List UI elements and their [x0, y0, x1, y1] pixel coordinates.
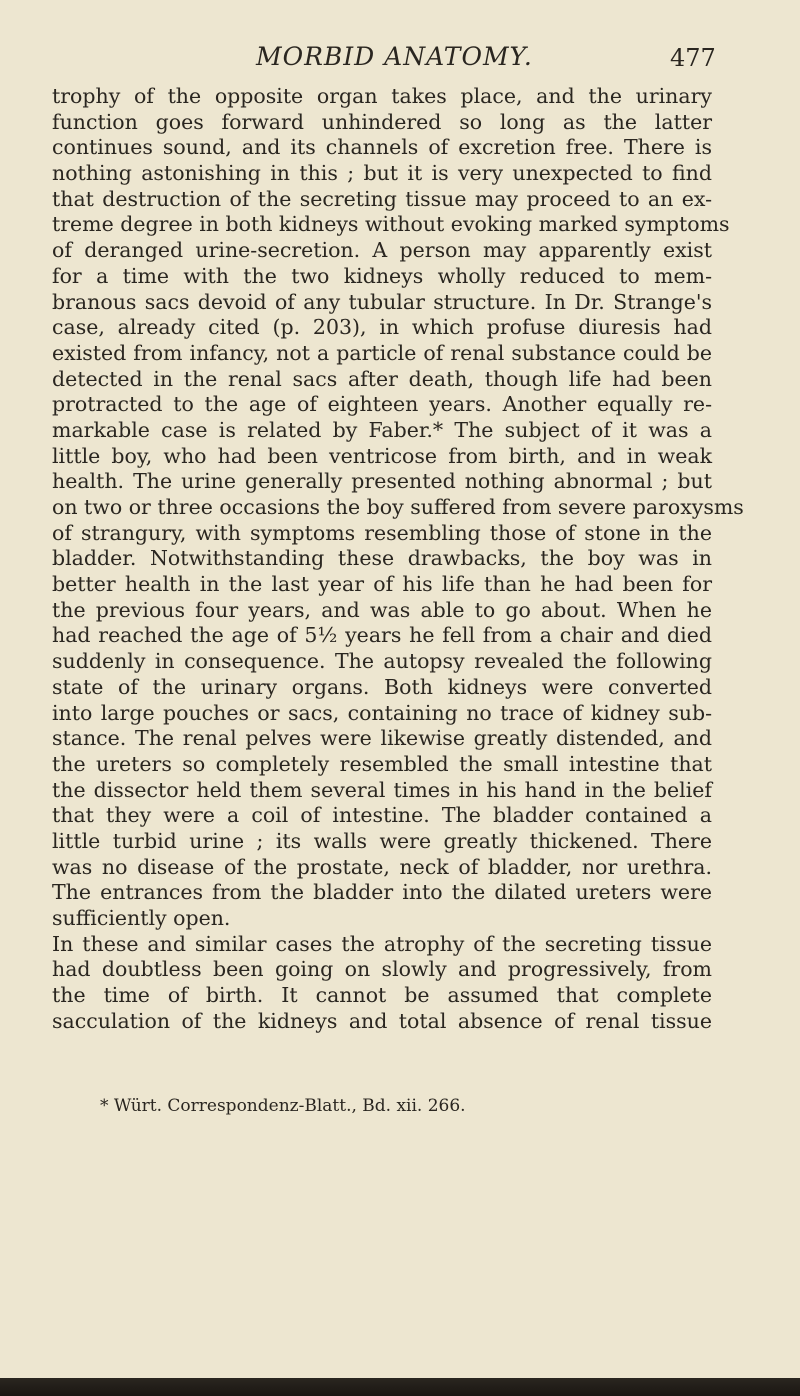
text-line: of strangury, with symptoms resembling those of stone in the — [52, 520, 712, 545]
text-line: the dissector held them several times in his hand in the belief — [52, 777, 712, 802]
text-line: on two or three occasions the boy suffered from severe paroxysms — [52, 495, 744, 519]
text-line: that destruction of the secreting tissue may proceed to an ex- — [52, 186, 712, 211]
text-line: sacculation of the kidneys and total absence of renal tissue — [52, 1008, 712, 1033]
text-line: little boy, who had been ventricose from birth, and in weak — [52, 443, 712, 468]
body-text — [52, 84, 744, 1034]
text-line: In these and similar cases the atrophy of the secreting tissue — [52, 931, 712, 956]
text-line: sufficiently open. — [52, 906, 231, 930]
text-line: treme degree in both kidneys without evoking marked symptoms — [52, 212, 730, 237]
text-line: markable case is related by Faber.* The subject of it was a — [52, 417, 712, 442]
page-number: 477 — [670, 44, 716, 72]
text-line: that they were a coil of intestine. The bladder contained a — [52, 803, 712, 828]
text-line: case, already cited (p. 203), in which profuse diuresis had — [52, 315, 712, 340]
text-line: the ureters so completely resembled the small intestine that — [52, 751, 712, 776]
text-line: suddenly in consequence. The autopsy revealed the following — [52, 649, 712, 674]
text-line: function goes forward unhindered so long as the latter — [52, 109, 712, 134]
text-line: into large pouches or sacs, containing no trace of kidney sub- — [52, 700, 712, 725]
text-line: health. The urine generally presented nothing abnormal ; but — [52, 469, 712, 494]
footnote: * Würt. Correspondenz-Blatt., Bd. xii. 266. — [100, 1096, 466, 1116]
text-line: better health in the last year of his life than he had been for — [52, 572, 712, 597]
text-line: the previous four years, and was able to go about. When he — [52, 597, 712, 622]
text-line: detected in the renal sacs after death, though life had been — [52, 366, 712, 391]
text-line: state of the urinary organs. Both kidneys were converted — [52, 674, 712, 699]
text-line: stance. The renal pelves were likewise greatly distended, and — [52, 726, 712, 751]
text-line: was no disease of the prostate, neck of bladder, nor urethra. — [52, 854, 712, 879]
text-line: The entrances from the bladder into the dilated ureters were — [52, 880, 712, 905]
text-line: of deranged urine-secretion. A person may apparently exist — [52, 238, 712, 263]
text-line: little turbid urine ; its walls were greatly thickened. There — [52, 828, 712, 853]
text-line: branous sacs devoid of any tubular structure. In Dr. Strange's — [52, 289, 712, 314]
text-line: bladder. Notwithstanding these drawbacks, the boy was in — [52, 546, 712, 571]
text-line: existed from infancy, not a particle of renal substance could be — [52, 340, 712, 365]
text-line: nothing astonishing in this ; but it is very unexpected to find — [52, 161, 712, 186]
text-line: protracted to the age of eighteen years. Another equally re- — [52, 392, 712, 417]
text-line: continues sound, and its channels of excretion free. There is — [52, 135, 712, 160]
text-line: had doubtless been going on slowly and progressively, from — [52, 957, 712, 982]
page-bottom-edge — [0, 1378, 800, 1396]
text-line: had reached the age of 5½ years he fell from a chair and died — [52, 623, 712, 648]
text-line: trophy of the opposite organ takes place, and the urinary — [52, 84, 712, 108]
text-line: the time of birth. It cannot be assumed that complete — [52, 983, 712, 1008]
running-head: MORBID ANATOMY. — [256, 42, 533, 71]
text-line: for a time with the two kidneys wholly reduced to mem- — [52, 263, 712, 288]
